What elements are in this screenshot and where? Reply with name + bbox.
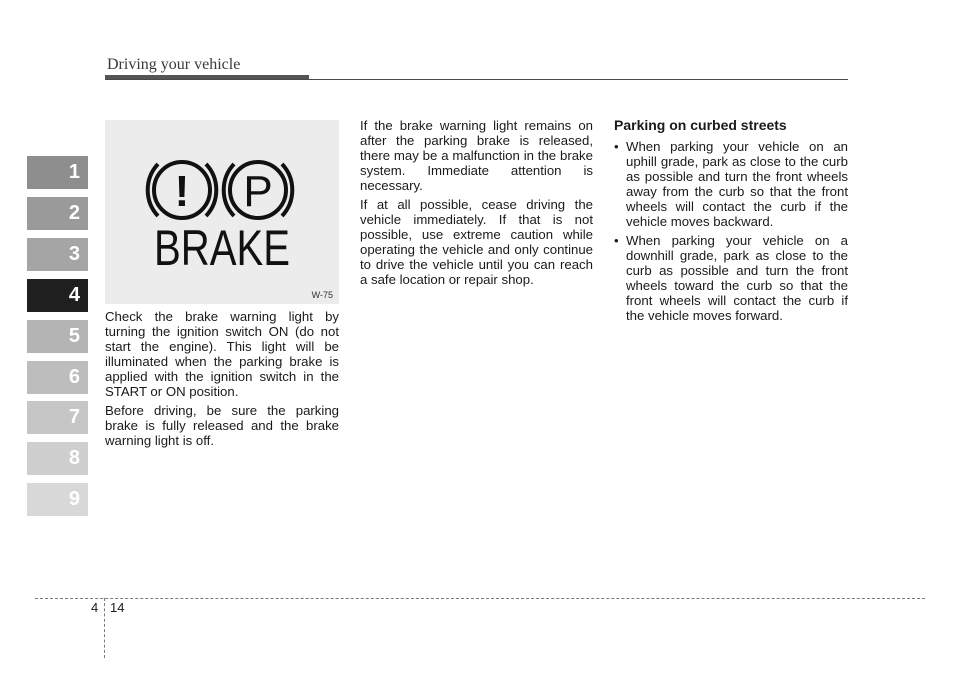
footer-rule [35,598,925,599]
chapter-number: 4 [91,600,99,615]
paragraph: Before driving, be sure the parking brake is fully released and the brake warning light is off. [105,403,339,448]
brake-warning-light-icon [105,120,339,304]
list-item: • When parking your vehicle on a downhill grade, park as close to the curb as possible and turn the front wheels toward the curb so that the front wheels will contact the curb if the vehicle moves forward. [614,233,848,323]
parking-symbol: P [243,167,273,216]
section-heading: Parking on curbed streets [614,117,787,133]
header-rule [105,79,848,80]
paragraph: If the brake warning light remains on after the parking brake is released, there may be a malfunction in the brake system. Immediate attention is necessary. [360,118,593,193]
bullet-list [614,139,848,323]
brake-warning-figure [105,120,339,304]
chapter-tab-2[interactable]: 2 [27,197,88,230]
chapter-tab-8[interactable]: 8 [27,442,88,475]
paragraph: Check the brake warning light by turning the ignition switch ON (do not start the engine). This light will be illuminated when the parking brake is applied with the ignition switch in the START or ON position. [105,309,339,399]
column-3 [614,118,848,327]
paragraph: If at all possible, cease driving the vehicle immediately. If that is not possible, use extreme caution while operating the vehicle and only continue to drive the vehicle until you can reach a safe location or repair shop. [360,197,593,287]
footer-divider [104,598,105,658]
page-number: 14 [110,600,125,615]
list-item: • When parking your vehicle on an uphill grade, park as close to the curb as possible and turn the front wheels away from the curb so that the front wheels will contact the curb if the vehicle moves backward. [614,139,848,229]
figure-code: W-75 [311,290,333,300]
chapter-tab-4[interactable]: 4 [27,279,88,312]
chapter-tab-7[interactable]: 7 [27,401,88,434]
column-1 [105,309,339,452]
chapter-tab-5[interactable]: 5 [27,320,88,353]
chapter-tab-3[interactable]: 3 [27,238,88,271]
chapter-tab-6[interactable]: 6 [27,361,88,394]
running-header: Driving your vehicle [107,56,241,73]
warning-symbol: ! [174,167,190,216]
brake-label: BRAKE [154,220,290,276]
column-2 [360,118,593,291]
chapter-tab-9[interactable]: 9 [27,483,88,516]
chapter-tab-1[interactable]: 1 [27,156,88,189]
